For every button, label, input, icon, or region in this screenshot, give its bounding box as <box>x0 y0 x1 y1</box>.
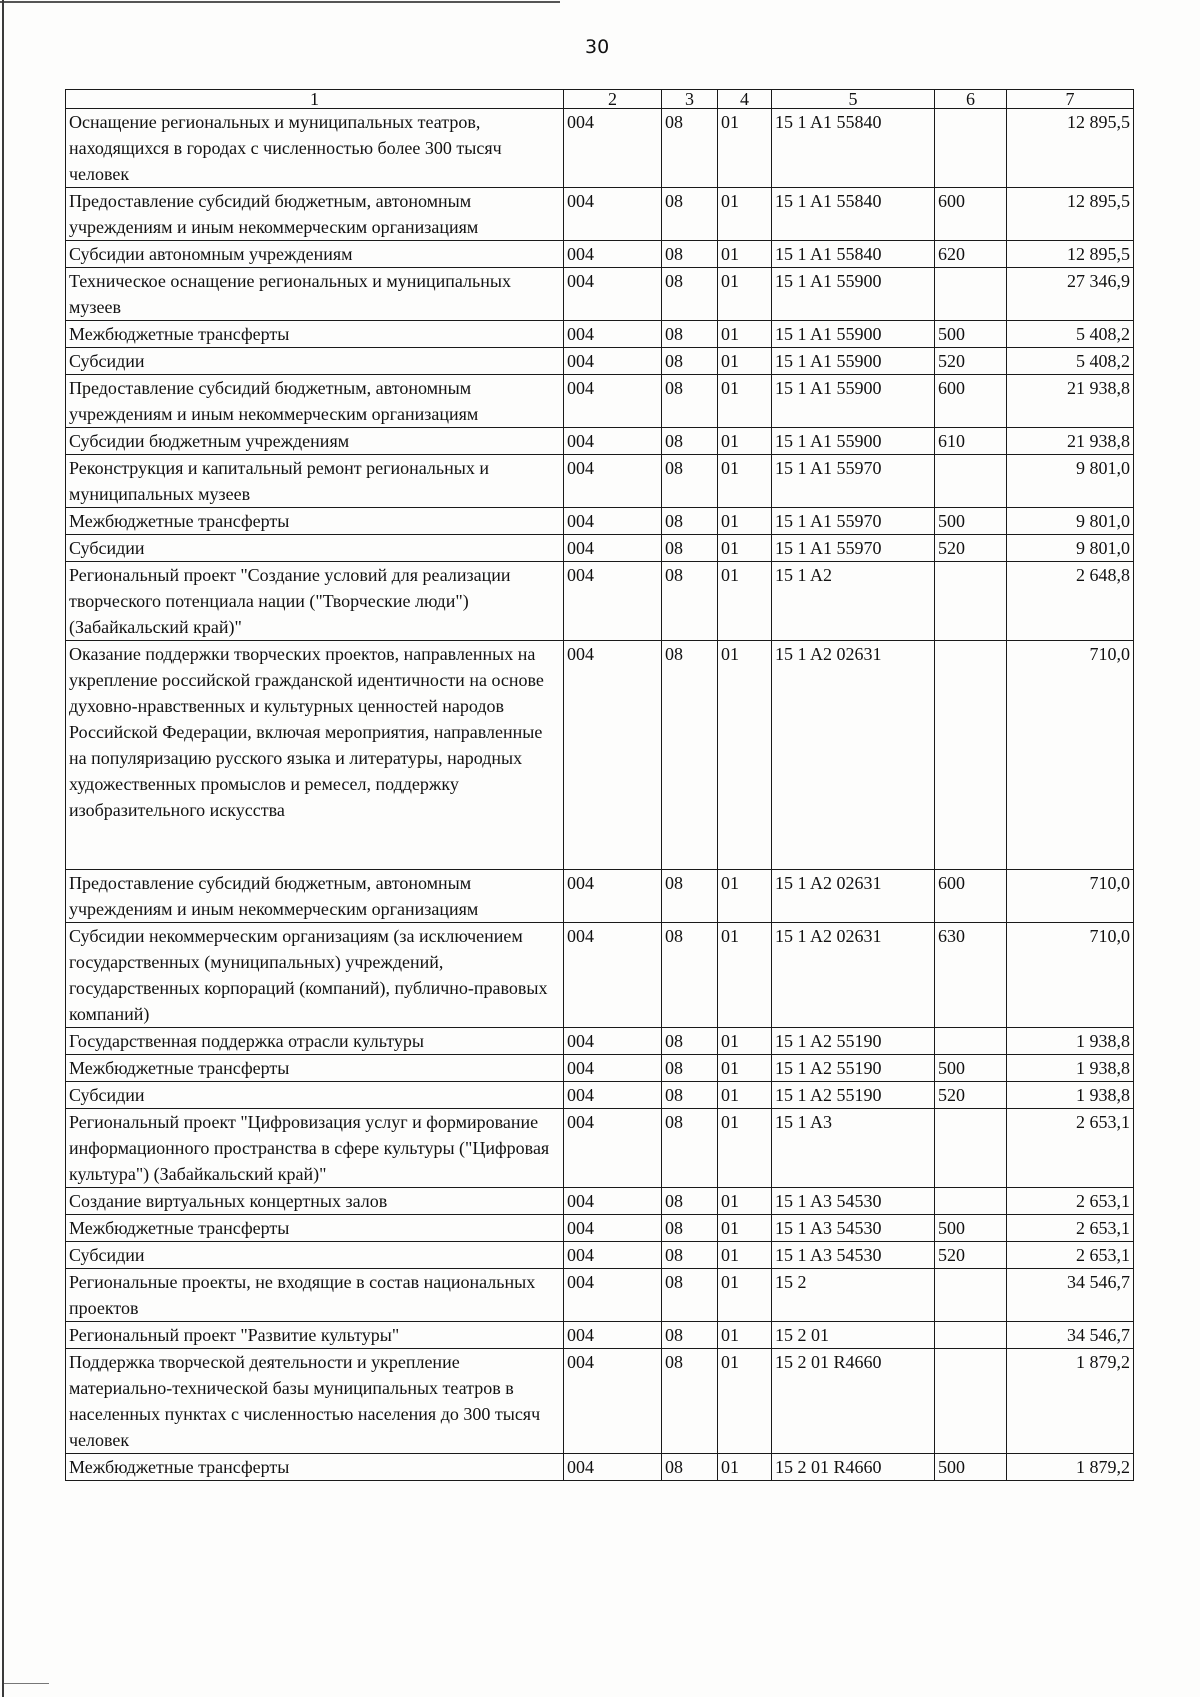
row-description: Поддержка творческой деятельности и укрепление материально-технической базы муниципальных театров в населенных пунктах с численностью населения до 300 тысяч человек <box>66 1349 564 1454</box>
row-subsection-code: 01 <box>718 1242 772 1269</box>
row-target-article: 15 1 A2 02631 <box>772 870 935 923</box>
row-expense-type: 620 <box>935 241 1007 268</box>
table-row <box>66 1028 1134 1055</box>
row-subsection-code: 01 <box>718 1188 772 1215</box>
row-expense-type: 610 <box>935 428 1007 455</box>
row-target-article: 15 1 A2 02631 <box>772 641 935 870</box>
row-section-code: 08 <box>662 1028 718 1055</box>
row-section-code: 08 <box>662 641 718 870</box>
table-row <box>66 188 1134 241</box>
row-subsection-code: 01 <box>718 428 772 455</box>
row-description: Региональный проект "Цифровизация услуг и формирование информационного пространства в сфере культуры ("Цифровая культура") (Забайкальский край)" <box>66 1109 564 1188</box>
row-target-article: 15 1 A1 55900 <box>772 268 935 321</box>
row-expense-type: 500 <box>935 321 1007 348</box>
scan-edge-left <box>2 0 4 1697</box>
table-row <box>66 1109 1134 1188</box>
row-expense-type: 600 <box>935 375 1007 428</box>
header-cell: 3 <box>662 90 718 109</box>
row-amount: 710,0 <box>1007 923 1134 1028</box>
row-ministry-code: 004 <box>564 241 662 268</box>
row-section-code: 08 <box>662 1322 718 1349</box>
row-expense-type <box>935 455 1007 508</box>
row-expense-type <box>935 1109 1007 1188</box>
row-amount: 5 408,2 <box>1007 321 1134 348</box>
row-amount: 710,0 <box>1007 870 1134 923</box>
row-expense-type: 520 <box>935 535 1007 562</box>
row-subsection-code: 01 <box>718 641 772 870</box>
row-ministry-code: 004 <box>564 508 662 535</box>
row-amount: 1 938,8 <box>1007 1082 1134 1109</box>
row-target-article: 15 1 A1 55900 <box>772 428 935 455</box>
row-description: Техническое оснащение региональных и муниципальных музеев <box>66 268 564 321</box>
row-description: Субсидии бюджетным учреждениям <box>66 428 564 455</box>
row-subsection-code: 01 <box>718 268 772 321</box>
row-amount: 21 938,8 <box>1007 375 1134 428</box>
row-expense-type: 630 <box>935 923 1007 1028</box>
row-amount: 12 895,5 <box>1007 188 1134 241</box>
table-row <box>66 348 1134 375</box>
table-row <box>66 508 1134 535</box>
header-cell: 1 <box>66 90 564 109</box>
row-ministry-code: 004 <box>564 535 662 562</box>
row-description: Оказание поддержки творческих проектов, направленных на укрепление российской гражданской идентичности на основе духовно-нравственных и культурных ценностей народов Российской Федерации, включая мероприятия, направленные на популяризацию русского языка и литературы, народных художественных промыслов и ремесел, поддержку изобразительного искусства <box>66 641 564 870</box>
row-section-code: 08 <box>662 1109 718 1188</box>
row-subsection-code: 01 <box>718 321 772 348</box>
scan-edge-top <box>0 1 560 3</box>
row-subsection-code: 01 <box>718 455 772 508</box>
row-target-article: 15 1 A3 <box>772 1109 935 1188</box>
row-section-code: 08 <box>662 535 718 562</box>
page-number: 30 <box>585 36 610 58</box>
budget-table <box>65 89 1134 1481</box>
row-target-article: 15 1 A2 55190 <box>772 1055 935 1082</box>
row-amount: 9 801,0 <box>1007 535 1134 562</box>
row-subsection-code: 01 <box>718 1055 772 1082</box>
row-section-code: 08 <box>662 1215 718 1242</box>
row-subsection-code: 01 <box>718 535 772 562</box>
row-subsection-code: 01 <box>718 348 772 375</box>
row-section-code: 08 <box>662 1349 718 1454</box>
table-header-row <box>66 90 1134 109</box>
row-ministry-code: 004 <box>564 428 662 455</box>
row-section-code: 08 <box>662 1269 718 1322</box>
row-description: Предоставление субсидий бюджетным, автономным учреждениям и иным некоммерческим организациям <box>66 375 564 428</box>
table-row <box>66 870 1134 923</box>
row-description: Предоставление субсидий бюджетным, автономным учреждениям и иным некоммерческим организациям <box>66 870 564 923</box>
header-cell: 6 <box>935 90 1007 109</box>
row-ministry-code: 004 <box>564 109 662 188</box>
row-subsection-code: 01 <box>718 188 772 241</box>
row-target-article: 15 1 A3 54530 <box>772 1242 935 1269</box>
table-row <box>66 455 1134 508</box>
row-section-code: 08 <box>662 870 718 923</box>
row-description: Субсидии <box>66 1082 564 1109</box>
row-section-code: 08 <box>662 109 718 188</box>
row-amount: 12 895,5 <box>1007 109 1134 188</box>
table-body <box>66 90 1134 1481</box>
row-ministry-code: 004 <box>564 348 662 375</box>
row-ministry-code: 004 <box>564 1028 662 1055</box>
row-amount: 12 895,5 <box>1007 241 1134 268</box>
row-expense-type <box>935 1349 1007 1454</box>
table-row <box>66 923 1134 1028</box>
row-description: Создание виртуальных концертных залов <box>66 1188 564 1215</box>
header-cell: 2 <box>564 90 662 109</box>
row-expense-type: 520 <box>935 1082 1007 1109</box>
row-amount: 2 653,1 <box>1007 1109 1134 1188</box>
row-expense-type <box>935 1028 1007 1055</box>
row-description: Предоставление субсидий бюджетным, автономным учреждениям и иным некоммерческим организациям <box>66 188 564 241</box>
table-row <box>66 375 1134 428</box>
row-section-code: 08 <box>662 562 718 641</box>
row-expense-type <box>935 1269 1007 1322</box>
row-ministry-code: 004 <box>564 923 662 1028</box>
row-target-article: 15 1 A3 54530 <box>772 1188 935 1215</box>
row-section-code: 08 <box>662 923 718 1028</box>
table-row <box>66 321 1134 348</box>
row-expense-type <box>935 109 1007 188</box>
row-target-article: 15 1 A1 55900 <box>772 348 935 375</box>
table-row <box>66 1242 1134 1269</box>
row-description: Межбюджетные трансферты <box>66 508 564 535</box>
row-section-code: 08 <box>662 321 718 348</box>
row-amount: 27 346,9 <box>1007 268 1134 321</box>
table-row <box>66 1055 1134 1082</box>
row-target-article: 15 1 A2 55190 <box>772 1082 935 1109</box>
table-row <box>66 1269 1134 1322</box>
table-row <box>66 268 1134 321</box>
row-section-code: 08 <box>662 188 718 241</box>
row-description: Субсидии автономным учреждениям <box>66 241 564 268</box>
row-subsection-code: 01 <box>718 1028 772 1055</box>
table-row <box>66 1454 1134 1481</box>
row-ministry-code: 004 <box>564 1082 662 1109</box>
row-expense-type: 600 <box>935 188 1007 241</box>
table-row <box>66 1188 1134 1215</box>
row-section-code: 08 <box>662 1055 718 1082</box>
row-subsection-code: 01 <box>718 241 772 268</box>
table-row <box>66 1349 1134 1454</box>
row-subsection-code: 01 <box>718 375 772 428</box>
row-section-code: 08 <box>662 348 718 375</box>
row-target-article: 15 2 01 <box>772 1322 935 1349</box>
row-target-article: 15 1 A1 55900 <box>772 321 935 348</box>
row-expense-type: 520 <box>935 1242 1007 1269</box>
row-ministry-code: 004 <box>564 1454 662 1481</box>
row-target-article: 15 1 A1 55900 <box>772 375 935 428</box>
row-amount: 9 801,0 <box>1007 455 1134 508</box>
row-target-article: 15 1 A2 <box>772 562 935 641</box>
table-row <box>66 241 1134 268</box>
row-section-code: 08 <box>662 1454 718 1481</box>
row-subsection-code: 01 <box>718 1269 772 1322</box>
row-expense-type <box>935 1322 1007 1349</box>
table-row <box>66 1082 1134 1109</box>
row-expense-type <box>935 268 1007 321</box>
row-target-article: 15 2 01 R4660 <box>772 1349 935 1454</box>
row-amount: 2 653,1 <box>1007 1215 1134 1242</box>
row-subsection-code: 01 <box>718 1215 772 1242</box>
row-amount: 34 546,7 <box>1007 1269 1134 1322</box>
row-expense-type: 500 <box>935 508 1007 535</box>
row-target-article: 15 2 <box>772 1269 935 1322</box>
row-ministry-code: 004 <box>564 1322 662 1349</box>
row-amount: 2 648,8 <box>1007 562 1134 641</box>
row-ministry-code: 004 <box>564 375 662 428</box>
table-row <box>66 641 1134 870</box>
row-ministry-code: 004 <box>564 562 662 641</box>
header-cell: 5 <box>772 90 935 109</box>
table-row <box>66 535 1134 562</box>
row-description: Субсидии некоммерческим организациям (за исключением государственных (муниципальных) учреждений, государственных корпораций (компаний), публично-правовых компаний) <box>66 923 564 1028</box>
row-description: Межбюджетные трансферты <box>66 1454 564 1481</box>
row-amount: 21 938,8 <box>1007 428 1134 455</box>
row-section-code: 08 <box>662 1188 718 1215</box>
row-description: Оснащение региональных и муниципальных театров, находящихся в городах с численностью более 300 тысяч человек <box>66 109 564 188</box>
row-ministry-code: 004 <box>564 1269 662 1322</box>
row-target-article: 15 1 A1 55970 <box>772 535 935 562</box>
row-amount: 2 653,1 <box>1007 1188 1134 1215</box>
row-ministry-code: 004 <box>564 1349 662 1454</box>
row-target-article: 15 1 A2 55190 <box>772 1028 935 1055</box>
row-description: Субсидии <box>66 348 564 375</box>
row-description: Субсидии <box>66 1242 564 1269</box>
row-target-article: 15 2 01 R4660 <box>772 1454 935 1481</box>
header-cell: 4 <box>718 90 772 109</box>
row-amount: 34 546,7 <box>1007 1322 1134 1349</box>
row-ministry-code: 004 <box>564 268 662 321</box>
row-subsection-code: 01 <box>718 109 772 188</box>
row-ministry-code: 004 <box>564 1188 662 1215</box>
row-amount: 2 653,1 <box>1007 1242 1134 1269</box>
table-row <box>66 428 1134 455</box>
row-description: Субсидии <box>66 535 564 562</box>
row-amount: 1 879,2 <box>1007 1349 1134 1454</box>
row-amount: 1 938,8 <box>1007 1055 1134 1082</box>
row-ministry-code: 004 <box>564 321 662 348</box>
row-ministry-code: 004 <box>564 1242 662 1269</box>
row-expense-type <box>935 1188 1007 1215</box>
row-ministry-code: 004 <box>564 455 662 508</box>
row-description: Межбюджетные трансферты <box>66 1215 564 1242</box>
row-section-code: 08 <box>662 241 718 268</box>
row-section-code: 08 <box>662 1242 718 1269</box>
row-description: Региональный проект "Развитие культуры" <box>66 1322 564 1349</box>
table-row <box>66 1215 1134 1242</box>
row-target-article: 15 1 A1 55840 <box>772 109 935 188</box>
row-expense-type <box>935 562 1007 641</box>
row-ministry-code: 004 <box>564 1109 662 1188</box>
row-amount: 710,0 <box>1007 641 1134 870</box>
row-description: Государственная поддержка отрасли культуры <box>66 1028 564 1055</box>
row-subsection-code: 01 <box>718 1454 772 1481</box>
row-ministry-code: 004 <box>564 641 662 870</box>
row-amount: 5 408,2 <box>1007 348 1134 375</box>
row-subsection-code: 01 <box>718 508 772 535</box>
row-target-article: 15 1 A3 54530 <box>772 1215 935 1242</box>
row-description: Межбюджетные трансферты <box>66 1055 564 1082</box>
row-description: Региональный проект "Создание условий для реализации творческого потенциала нации ("Творческие люди") (Забайкальский край)" <box>66 562 564 641</box>
row-expense-type <box>935 641 1007 870</box>
row-ministry-code: 004 <box>564 1215 662 1242</box>
row-description: Межбюджетные трансферты <box>66 321 564 348</box>
table-row <box>66 109 1134 188</box>
row-subsection-code: 01 <box>718 870 772 923</box>
row-section-code: 08 <box>662 375 718 428</box>
row-section-code: 08 <box>662 268 718 321</box>
row-target-article: 15 1 A1 55970 <box>772 455 935 508</box>
row-expense-type: 500 <box>935 1454 1007 1481</box>
row-subsection-code: 01 <box>718 1349 772 1454</box>
row-ministry-code: 004 <box>564 1055 662 1082</box>
row-subsection-code: 01 <box>718 923 772 1028</box>
row-section-code: 08 <box>662 1082 718 1109</box>
row-expense-type: 500 <box>935 1215 1007 1242</box>
row-ministry-code: 004 <box>564 188 662 241</box>
row-subsection-code: 01 <box>718 562 772 641</box>
row-target-article: 15 1 A1 55840 <box>772 241 935 268</box>
row-section-code: 08 <box>662 455 718 508</box>
row-amount: 9 801,0 <box>1007 508 1134 535</box>
row-amount: 1 879,2 <box>1007 1454 1134 1481</box>
row-target-article: 15 1 A2 02631 <box>772 923 935 1028</box>
row-description: Региональные проекты, не входящие в состав национальных проектов <box>66 1269 564 1322</box>
row-description: Реконструкция и капитальный ремонт региональных и муниципальных музеев <box>66 455 564 508</box>
row-target-article: 15 1 A1 55840 <box>772 188 935 241</box>
row-expense-type: 500 <box>935 1055 1007 1082</box>
row-section-code: 08 <box>662 508 718 535</box>
table-row <box>66 1322 1134 1349</box>
header-cell: 7 <box>1007 90 1134 109</box>
row-subsection-code: 01 <box>718 1109 772 1188</box>
row-subsection-code: 01 <box>718 1082 772 1109</box>
row-section-code: 08 <box>662 428 718 455</box>
row-amount: 1 938,8 <box>1007 1028 1134 1055</box>
scan-mark <box>4 1683 49 1684</box>
row-subsection-code: 01 <box>718 1322 772 1349</box>
row-target-article: 15 1 A1 55970 <box>772 508 935 535</box>
row-expense-type: 600 <box>935 870 1007 923</box>
table-row <box>66 562 1134 641</box>
row-expense-type: 520 <box>935 348 1007 375</box>
row-ministry-code: 004 <box>564 870 662 923</box>
